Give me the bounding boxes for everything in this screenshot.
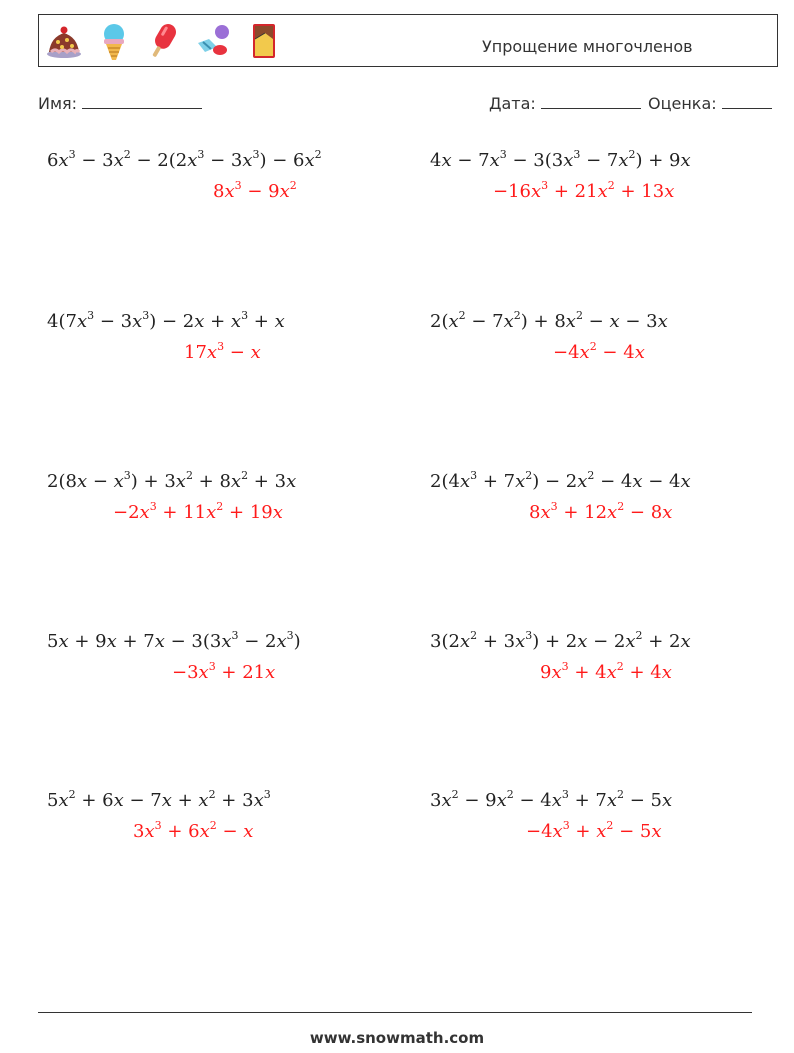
problem-answer: $8x^3 - 9x^2$ xyxy=(213,179,297,202)
grade-label: Оценка: xyxy=(648,94,717,113)
problem-answer: $-3x^3 + 21x$ xyxy=(172,660,276,683)
popsicle-icon xyxy=(145,21,183,61)
problem-expression: $5x + 9x + 7x - 3(3x^3 - 2x^3)$ xyxy=(47,629,301,652)
problem-expression: $3(2x^2 + 3x^3) + 2x - 2x^2 + 2x$ xyxy=(430,629,691,652)
footer-divider xyxy=(38,1012,752,1013)
problem-expression: $4(7x^3 - 3x^3) - 2x + x^3 + x$ xyxy=(47,309,285,332)
grade-field[interactable] xyxy=(648,94,772,113)
footer-url[interactable]: www.snowmath.com xyxy=(309,1029,485,1047)
worksheet-title: Упрощение многочленов xyxy=(482,37,693,56)
date-label: Дата: xyxy=(489,94,536,113)
problem-answer: $8x^3 + 12x^2 - 8x$ xyxy=(529,500,673,523)
grade-blank[interactable] xyxy=(722,94,772,109)
problem-expression: $2(x^2 - 7x^2) + 8x^2 - x - 3x$ xyxy=(430,309,668,332)
problem-expression: $6x^3 - 3x^2 - 2(2x^3 - 3x^3) - 6x^2$ xyxy=(47,148,322,171)
header-icons xyxy=(45,21,283,61)
date-blank[interactable] xyxy=(541,94,641,109)
ice-cream-cone-icon xyxy=(95,21,133,61)
problem-answer: $-16x^3 + 21x^2 + 13x$ xyxy=(493,179,675,202)
problem-answer: $-4x^3 + x^2 - 5x$ xyxy=(526,819,662,842)
chocolate-bar-icon xyxy=(245,21,283,61)
date-field[interactable] xyxy=(489,94,641,113)
name-blank[interactable] xyxy=(82,94,202,109)
worksheet-header xyxy=(38,14,778,67)
candies-icon xyxy=(195,21,233,61)
problem-answer: $3x^3 + 6x^2 - x$ xyxy=(133,819,254,842)
problem-answer: $-2x^3 + 11x^2 + 19x$ xyxy=(113,500,283,523)
problem-answer: $9x^3 + 4x^2 + 4x$ xyxy=(540,660,672,683)
problem-expression: $4x - 7x^3 - 3(3x^3 - 7x^2) + 9x$ xyxy=(430,148,691,171)
problem-expression: $2(4x^3 + 7x^2) - 2x^2 - 4x - 4x$ xyxy=(430,469,691,492)
problem-answer: $17x^3 - x$ xyxy=(184,340,261,363)
problem-expression: $3x^2 - 9x^2 - 4x^3 + 7x^2 - 5x$ xyxy=(430,788,673,811)
problem-answer: $-4x^2 - 4x$ xyxy=(553,340,645,363)
problem-expression: $2(8x - x^3) + 3x^2 + 8x^2 + 3x$ xyxy=(47,469,297,492)
problem-expression: $5x^2 + 6x - 7x + x^2 + 3x^3$ xyxy=(47,788,271,811)
name-field[interactable] xyxy=(38,94,202,113)
cake-icon xyxy=(45,21,83,61)
name-label: Имя: xyxy=(38,94,78,113)
